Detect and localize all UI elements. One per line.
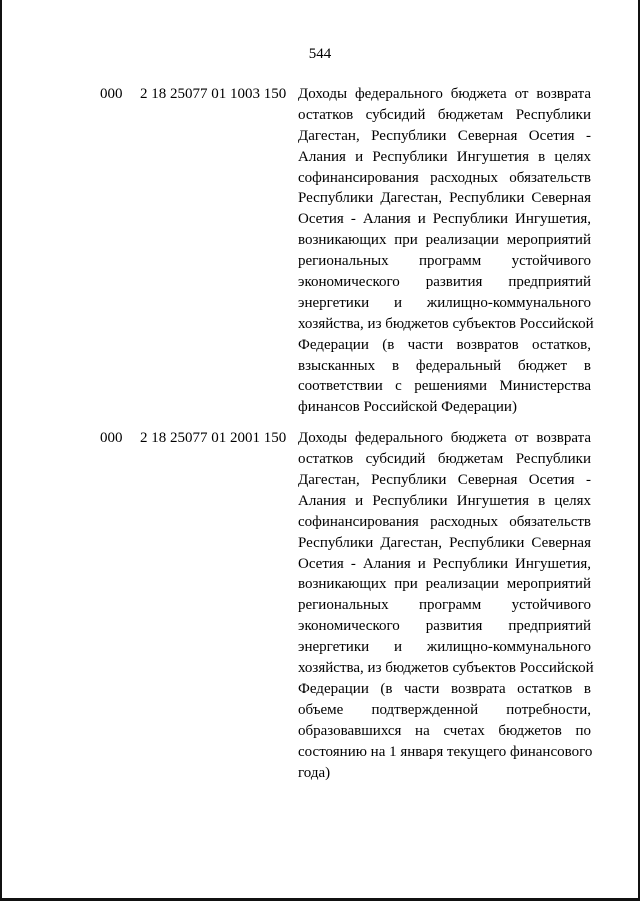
description-line: объеме подтвержденной потребности,: [298, 701, 591, 718]
description-line: остатков субсидий бюджетам Республики: [298, 451, 591, 468]
entry: [0, 84, 640, 418]
kbk-code: 2 18 25077 01 1003 150: [140, 86, 287, 102]
description-line: образовавшихся на счетах бюджетов по: [298, 722, 591, 739]
description-line: экономического развития предприятий: [298, 274, 591, 291]
page-number: 544: [308, 46, 332, 62]
entry: [0, 428, 640, 783]
description-line: взысканных в федеральный бюджет в: [298, 357, 591, 374]
entry-description: [298, 84, 594, 418]
description-line: Федерации (в части возвратов остатков,: [298, 336, 591, 353]
description-line: хозяйства, из бюджетов субъектов Российской: [298, 315, 594, 332]
description-line: региональных программ устойчивого: [298, 253, 591, 270]
description-line: года): [298, 764, 331, 781]
description-line: возникающих при реализации мероприятий: [298, 232, 591, 249]
entry-description: [298, 428, 594, 783]
entries-list: [0, 84, 640, 783]
description-line: Федерации (в части возврата остатков в: [298, 680, 591, 697]
description-line: экономического развития предприятий: [298, 618, 591, 635]
description-line: Республики Дагестан, Республики Северная: [298, 534, 591, 551]
description-line: Осетия - Алания и Республики Ингушетия,: [298, 555, 591, 572]
description-line: региональных программ устойчивого: [298, 597, 591, 614]
description-line: Доходы федерального бюджета от возврата: [298, 430, 591, 447]
description-line: состоянию на 1 января текущего финансового: [298, 743, 593, 760]
admin-code: 000: [100, 430, 123, 447]
description-line: Республики Дагестан, Республики Северная: [298, 190, 591, 207]
description-line: энергетики и жилищно-коммунального: [298, 294, 591, 311]
description-line: Алания и Республики Ингушетия в целях: [298, 492, 591, 509]
description-line: соответствии с решениями Министерства: [298, 378, 591, 395]
description-line: энергетики и жилищно-коммунального: [298, 639, 591, 656]
description-line: Дагестан, Республики Северная Осетия -: [298, 127, 591, 144]
description-line: Осетия - Алания и Республики Ингушетия,: [298, 211, 591, 228]
description-line: остатков субсидий бюджетам Республики: [298, 106, 591, 123]
description-line: Алания и Республики Ингушетия в целях: [298, 148, 591, 165]
description-line: софинансирования расходных обязательств: [298, 513, 591, 530]
kbk-code: 2 18 25077 01 2001 150: [140, 430, 287, 447]
description-line: софинансирования расходных обязательств: [298, 169, 591, 186]
description-line: хозяйства, из бюджетов субъектов Российской: [298, 660, 594, 677]
description-line: возникающих при реализации мероприятий: [298, 576, 591, 593]
description-line: финансов Российской Федерации): [298, 399, 517, 416]
description-line: Дагестан, Республики Северная Осетия -: [298, 472, 591, 489]
admin-code: 000: [100, 86, 123, 102]
description-line: Доходы федерального бюджета от возврата: [298, 86, 591, 102]
